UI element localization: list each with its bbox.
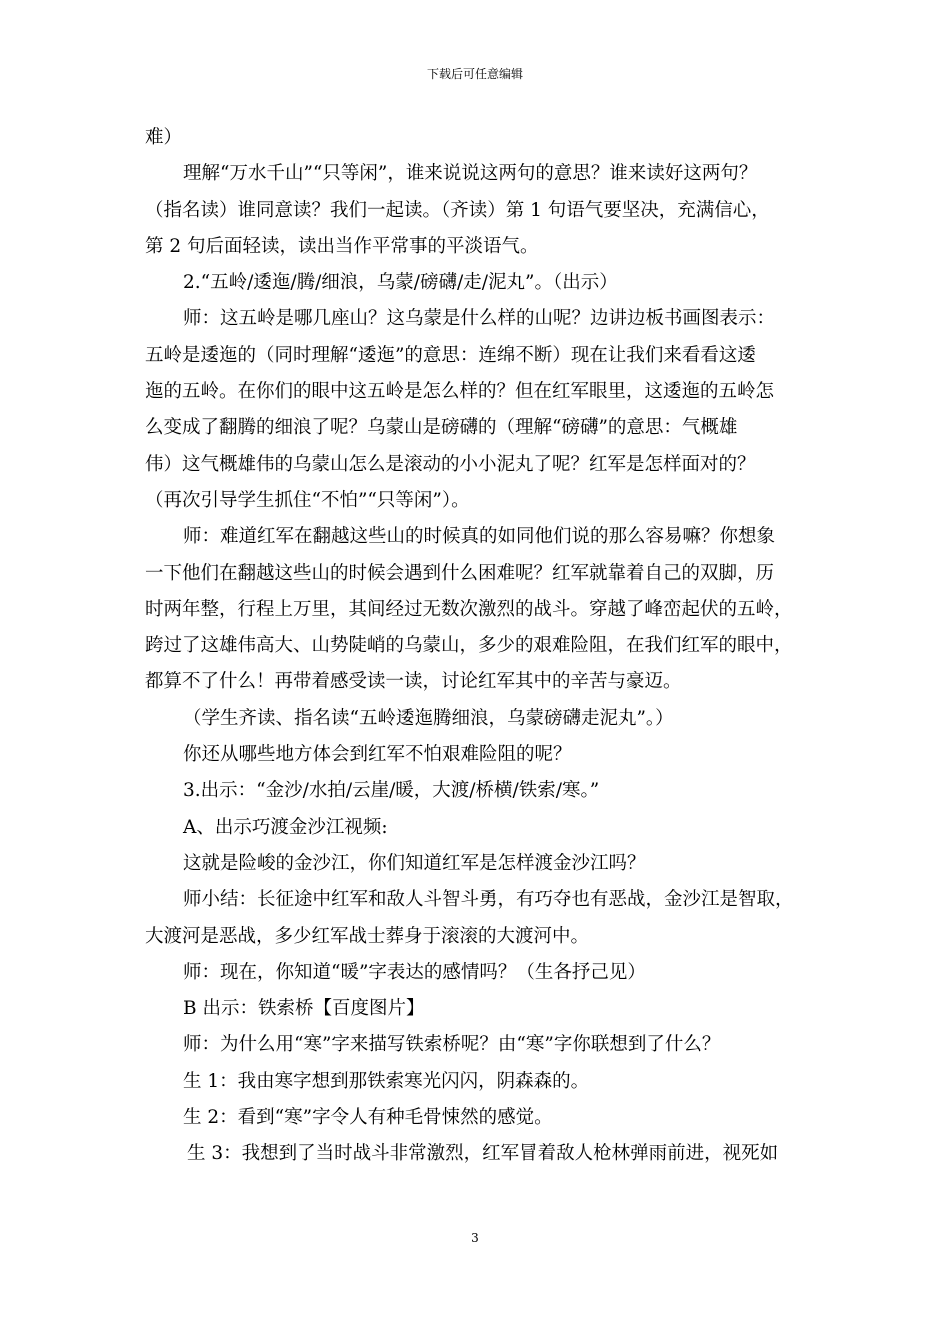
- text-line: 第 2 句后面轻读，读出当作平常事的平淡语气。: [145, 235, 539, 257]
- text-line: 生 1：我由寒字想到那铁索寒光闪闪，阴森森的。: [183, 1070, 590, 1092]
- text-line: 2.“五岭/逶迤/腾/细浪，乌蒙/磅礴/走/泥丸”。（出示）: [183, 272, 618, 294]
- text-line: 师：为什么用“寒”字来描写铁索桥呢？由“寒”字你联想到了什么？: [183, 1034, 721, 1056]
- text-line: 大渡河是恶战，多少红军战士葬身于滚滚的大渡河中。: [145, 925, 590, 947]
- text-line: 师：这五岭是哪几座山？这乌蒙是什么样的山呢？边讲边板书画图表示：: [183, 308, 776, 330]
- text-line: 五岭是逶迤的（同时理解“逶迤”的意思：连绵不断）现在让我们来看看这逶: [145, 344, 756, 366]
- page-number: 3: [471, 1231, 479, 1245]
- text-line: 师小结：长征途中红军和敌人斗智斗勇，有巧夺也有恶战，金沙江是智取，: [183, 889, 794, 911]
- document-body: [145, 120, 825, 1173]
- text-line: 伟）这气概雄伟的乌蒙山怎么是滚动的小小泥丸了呢？红军是怎样面对的？: [145, 453, 756, 475]
- text-line: 么变成了翻腾的细浪了呢？乌蒙山是磅礴的（理解“磅礴”的意思：气概雄: [145, 417, 738, 439]
- text-line: 生 2：看到“寒”字令人有种毛骨悚然的感觉。: [183, 1107, 553, 1129]
- text-line: 生 3：我想到了当时战斗非常激烈，红军冒着敌人枪林弹雨前进，视死如: [187, 1143, 779, 1165]
- text-line: 师：难道红军在翻越这些山的时候真的如同他们说的那么容易嘛？你想象: [183, 526, 776, 548]
- text-line: 跨过了这雄伟高大、山势陡峭的乌蒙山，多少的艰难险阻，在我们红军的眼中，: [145, 635, 793, 657]
- page-header: 下载后可任意编辑: [426, 67, 523, 81]
- text-line: 师：现在，你知道“暖”字表达的感情吗？（生各抒己见）: [183, 961, 646, 983]
- text-line: （指名读）谁同意读？我们一起读。（齐读）第 1 句语气要坚决，充满信心，: [145, 199, 770, 221]
- text-line: 一下他们在翻越这些山的时候会遇到什么困难呢？红军就靠着自己的双脚，历: [145, 562, 775, 584]
- text-line: （再次引导学生抓住“不怕”“只等闲”）。: [145, 489, 470, 511]
- text-line: 理解“万水千山”“只等闲”，谁来说说这两句的意思？谁来读好这两句？: [183, 163, 758, 185]
- text-line: （学生齐读、指名读“五岭逶迤腾细浪，乌蒙磅礴走泥丸”。）: [183, 707, 674, 729]
- text-line: 时两年整，行程上万里，其间经过无数次激烈的战斗。穿越了峰峦起伏的五岭，: [145, 598, 793, 620]
- text-line: 迤的五岭。在你们的眼中这五岭是怎么样的？但在红军眼里，这逶迤的五岭怎: [145, 381, 775, 403]
- text-line: 这就是险峻的金沙江，你们知道红军是怎样渡金沙江吗？: [183, 852, 646, 874]
- text-line: 都算不了什么！再带着感受读一读，讨论红军其中的辛苦与豪迈。: [145, 671, 682, 693]
- text-line: 你还从哪些地方体会到红军不怕艰难险阻的呢？: [183, 744, 572, 766]
- text-line: 难）: [145, 127, 183, 148]
- text-line: B 出示：铁索桥【百度图片】: [183, 998, 425, 1020]
- text-line: A、出示巧渡金沙江视频:: [183, 816, 388, 838]
- text-line: 3.出示：“金沙/水拍/云崖/暖，大渡/桥横/铁索/寒。”: [183, 780, 600, 802]
